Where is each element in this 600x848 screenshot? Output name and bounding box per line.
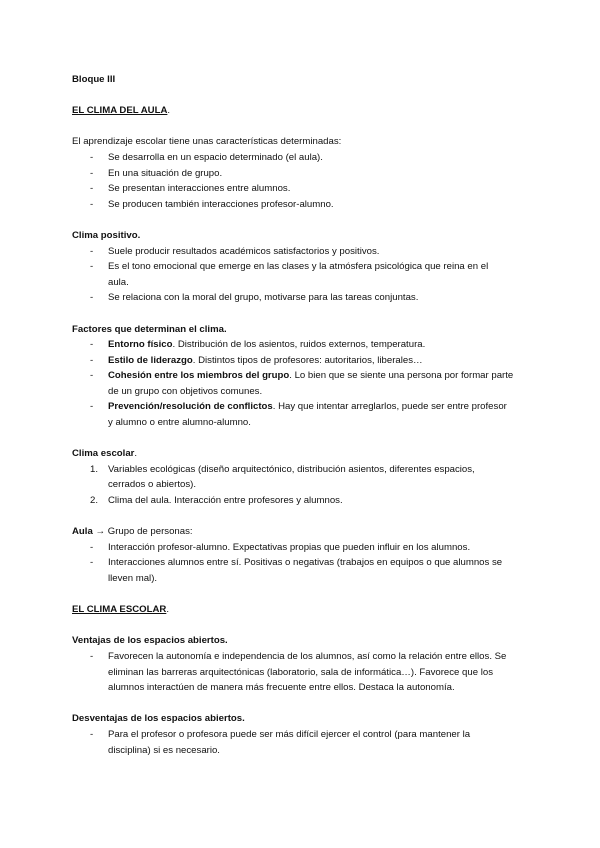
list-item: - Se desarrolla en un espacio determinado (el aula).: [90, 151, 323, 163]
list-item: - Cohesión entre los miembros del grupo. Lo bien que se siente una persona por formar parte de un grupo con objetivos comunes.: [90, 370, 514, 397]
list-item: - Para el profesor o profesora puede ser más difícil ejercer el control (para mantener la disciplina) si es necesario.: [90, 728, 471, 756]
list-item: - Es el tono emocional que emerge en las clases y la atmósfera psicológica que reina en el aula.: [90, 261, 489, 288]
clima-positivo-list: [72, 244, 528, 306]
list-item: - Suele producir resultados académicos satisfactorios y positivos.: [90, 245, 380, 257]
ventajas-list: [72, 649, 528, 696]
list-item: - Entorno físico. Distribución de los asientos, ruidos externos, temperatura.: [90, 339, 426, 351]
clima-escolar-title: Clima escolar.: [72, 448, 138, 460]
list-item: - Interacciones alumnos entre sí. Positivas o negativas (trabajos en equipos o que alumnos se lleven mal).: [90, 557, 503, 584]
list-item: - Se producen también interacciones profesor-alumno.: [90, 198, 334, 210]
list-item: - Se relaciona con la moral del grupo, motivarse para las tareas conjuntas.: [90, 292, 419, 304]
ventajas-title: Ventajas de los espacios abiertos.: [72, 635, 228, 647]
clima-escolar-list: [72, 462, 528, 509]
list-item: - Favorecen la autonomía e independencia de los alumnos, así como la relación entre ellos. Se eliminan las barreras arquitectónicas (laboratorio, sala de informática…). Favorece que los alumnos interactúen de manera más frecuente entre ellos. Destaca la autonomía.: [90, 650, 507, 694]
factores-list: [72, 337, 528, 431]
desventajas-title: Desventajas de los espacios abiertos.: [72, 713, 245, 725]
document-heading: Bloque III: [72, 74, 116, 85]
aula-list: [72, 540, 528, 587]
list-item: - En una situación de grupo.: [90, 167, 223, 179]
list-item: - Prevención/resolución de conflictos. Hay que intentar arreglarlos, puede ser entre profesor y alumno o entre alumno-alumno.: [90, 401, 507, 429]
caracteristicas-list: [72, 150, 528, 212]
aula-line: Aula → Grupo de personas:: [72, 526, 193, 538]
list-item: 2. Clima del aula. Interacción entre profesores y alumnos.: [90, 495, 343, 507]
intro-text: El aprendizaje escolar tiene unas características determinadas:: [72, 136, 342, 148]
clima-positivo-title: Clima positivo.: [72, 229, 141, 241]
list-item: - Estilo de liderazgo. Distintos tipos de profesores: autoritarios, liberales…: [90, 354, 423, 366]
section-title-clima-escolar: EL CLIMA ESCOLAR.: [72, 604, 170, 616]
list-item: 1. Variables ecológicas (diseño arquitectónico, distribución asientos, diferentes espacios, cerrados o abiertos).: [90, 463, 475, 491]
list-item: - Interacción profesor-alumno. Expectativas propias que pueden influir en los alumnos.: [90, 541, 471, 553]
desventajas-list: [72, 727, 528, 758]
list-item: - Se presentan interacciones entre alumnos.: [90, 183, 291, 195]
section-title-clima-aula: EL CLIMA DEL AULA.: [72, 105, 171, 117]
factores-title: Factores que determinan el clima.: [72, 323, 227, 335]
